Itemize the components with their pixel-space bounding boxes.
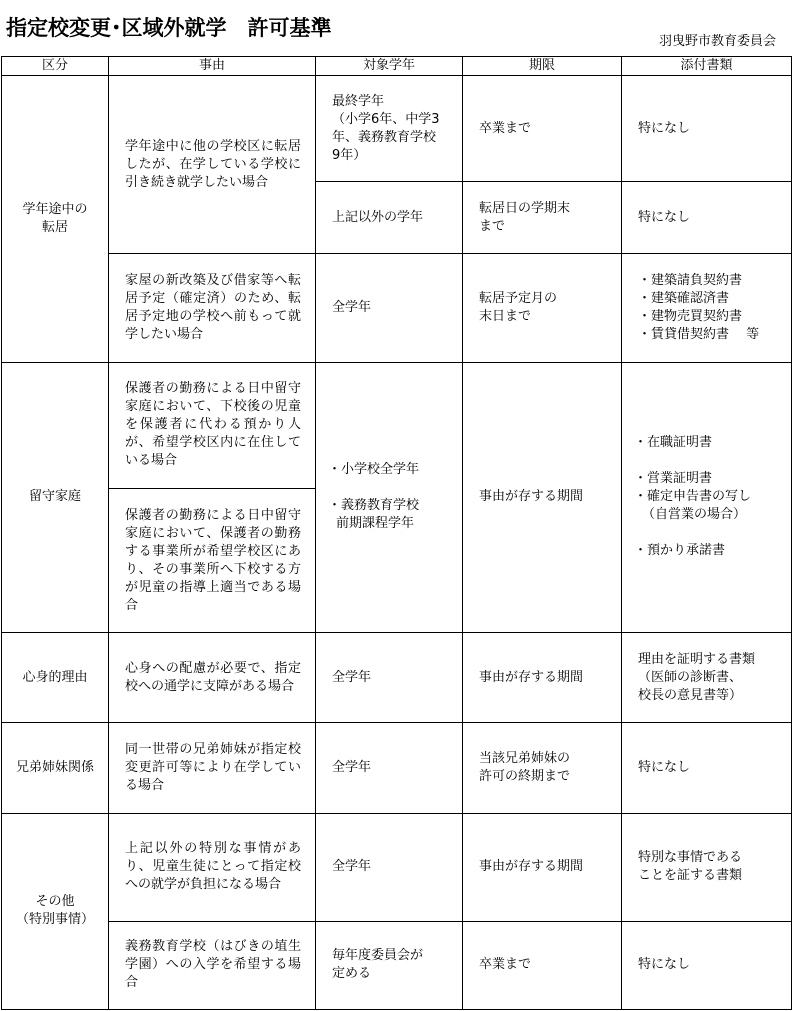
- documents-cell: 特別な事情である ことを証する書類: [622, 813, 792, 921]
- organization-name: 羽曳野市教育委員会: [658, 34, 776, 49]
- table-row: [2, 76, 792, 182]
- header-row: [2, 57, 792, 76]
- documents-cell: 特になし: [622, 921, 792, 1009]
- table-row: [2, 633, 792, 723]
- table-row: [2, 921, 792, 1009]
- header-category: 区分: [2, 57, 109, 76]
- documents-cell: 理由を証明する書類 （医師の診断書、 校長の意見書等）: [622, 633, 792, 723]
- documents-cell: 特になし: [622, 76, 792, 182]
- page-title: 指定校変更･区域外就学 許可基準: [6, 16, 332, 40]
- grade-cell: 上記以外の学年: [316, 182, 463, 254]
- term-cell: 卒業まで: [463, 76, 622, 182]
- term-cell: 事由が存する期間: [463, 633, 622, 723]
- table-row: [2, 362, 792, 488]
- category-other: その他 （特別事情）: [2, 813, 109, 1009]
- reason-cell: 保護者の勤務による日中留守家庭において、下校後の児童を保護者に代わる預かり人が、希望学校区内に在住している場合: [109, 362, 316, 488]
- term-cell: 転居予定月の 末日まで: [463, 254, 622, 362]
- category-moving: 学年途中の 転居: [2, 76, 109, 363]
- grade-cell: 全学年: [316, 723, 463, 813]
- reason-cell: 家屋の新改築及び借家等へ転居予定（確定済）のため、転居予定地の学校へ前もって就学したい場合: [109, 254, 316, 362]
- reason-cell: 学年途中に他の学校区に転居したが、在学している学校に引き続き就学したい場合: [109, 76, 316, 254]
- grade-cell: 最終学年 （小学6年、中学3 年、義務教育学校 9年）: [316, 76, 463, 182]
- header-grade: 対象学年: [316, 57, 463, 76]
- reason-cell: 上記以外の特別な事情があり、児童生徒にとって指定校への就学が負担になる場合: [109, 813, 316, 921]
- header-term: 期限: [463, 57, 622, 76]
- header-documents: 添付書類: [622, 57, 792, 76]
- grade-cell: 毎年度委員会が 定める: [316, 921, 463, 1009]
- category-absent-family: 留守家庭: [2, 362, 109, 633]
- table-row: [2, 723, 792, 813]
- grade-cell: ・小学校全学年 ・義務教育学校 前期課程学年: [316, 362, 463, 633]
- reason-cell: 同一世帯の兄弟姉妹が指定校変更許可等により在学している場合: [109, 723, 316, 813]
- grade-cell: 全学年: [316, 813, 463, 921]
- reason-cell: 心身への配慮が必要で、指定校への通学に支障がある場合: [109, 633, 316, 723]
- documents-cell: ・在職証明書 ・営業証明書 ・確定申告書の写し （自営業の場合） ・預かり承諾書: [622, 362, 792, 633]
- term-cell: 卒業まで: [463, 921, 622, 1009]
- table-row: [2, 254, 792, 362]
- category-siblings: 兄弟姉妹関係: [2, 723, 109, 813]
- reason-cell: 保護者の勤務による日中留守家庭において、保護者の勤務する事業所が希望学校区にあり、その事業所へ下校する方が児童の指導上適当である場合: [109, 488, 316, 632]
- documents-cell: 特になし: [622, 182, 792, 254]
- term-cell: 事由が存する期間: [463, 362, 622, 633]
- term-cell: 転居日の学期末 まで: [463, 182, 622, 254]
- documents-cell: 特になし: [622, 723, 792, 813]
- table-row: [2, 813, 792, 921]
- header-reason: 事由: [109, 57, 316, 76]
- grade-cell: 全学年: [316, 254, 463, 362]
- documents-cell: ・建築請負契約書 ・建築確認済書 ・建物売買契約書 ・賃貸借契約書 等: [622, 254, 792, 362]
- category-health: 心身的理由: [2, 633, 109, 723]
- criteria-table: [1, 56, 792, 1010]
- grade-cell: 全学年: [316, 633, 463, 723]
- term-cell: 当該兄弟姉妹の 許可の終期まで: [463, 723, 622, 813]
- reason-cell: 義務教育学校（はびきの埴生学園）への入学を希望する場合: [109, 921, 316, 1009]
- term-cell: 事由が存する期間: [463, 813, 622, 921]
